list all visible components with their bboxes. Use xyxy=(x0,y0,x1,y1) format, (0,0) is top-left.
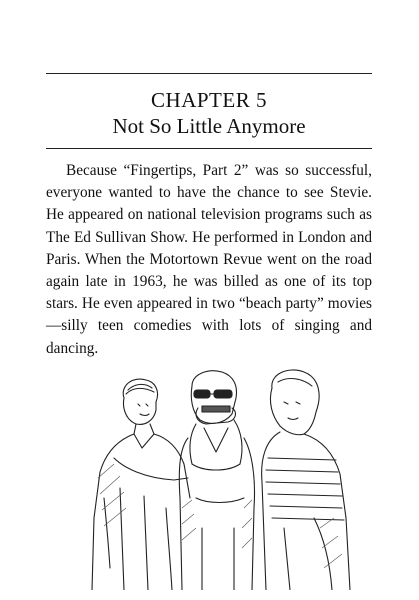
illustration-sketch xyxy=(84,368,354,590)
body-paragraph: Because “Fingertips, Part 2” was so successful, everyone wanted to have the chance to see Stevie. He appeared on national television programs such as The Ed Sullivan Show. He performed in London and Paris. When the Motortown Revue went on the road again late in 1963, he was billed as one of its top stars. He even appeared in two “beach party” movies—silly teen comedies with lots of singing and dancing. xyxy=(46,162,372,357)
bottom-rule xyxy=(46,148,372,149)
chapter-title: Not So Little Anymore xyxy=(112,114,306,138)
sketch-drawing xyxy=(84,368,354,590)
top-rule xyxy=(46,73,372,74)
chapter-number: CHAPTER 5 xyxy=(151,88,267,112)
